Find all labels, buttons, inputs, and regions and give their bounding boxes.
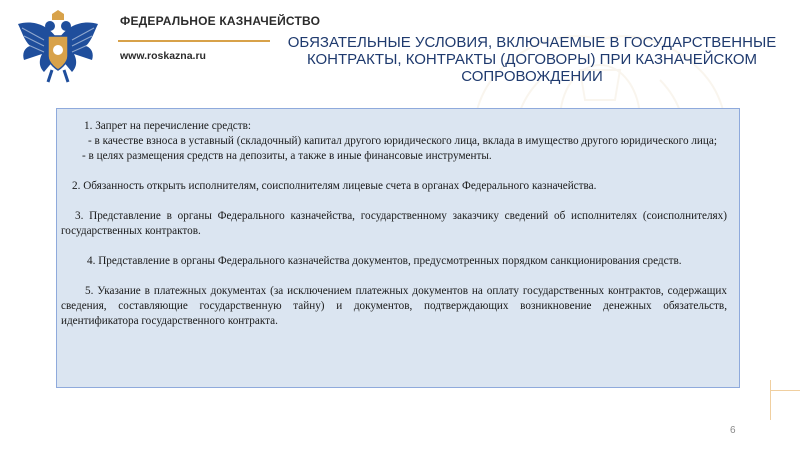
corner-decoration	[770, 390, 800, 391]
content-item-1b: - в целях размещения средств на депозиты, а также в иные финансовые инструменты.	[82, 150, 492, 162]
corner-decoration-vertical	[770, 380, 771, 420]
content-item-1a: - в качестве взноса в уставный (складочный) капитал другого юридического лица, вклада в имущество другого юридического лица;	[88, 135, 717, 147]
content-item-4: 4. Представление в органы Федерального казначейства документов, предусмотренных порядком санкционирования средств.	[87, 255, 682, 267]
content-item-2: 2. Обязанность открыть исполнителям, соисполнителям лицевые счета в органах Федерального казначейства.	[72, 180, 597, 192]
org-name: ФЕДЕРАЛЬНОЕ КАЗНАЧЕЙСТВО	[120, 14, 321, 28]
content-item-1: 1. Запрет на перечисление средств:	[84, 120, 252, 132]
logo-divider	[118, 40, 270, 42]
content-item-5: 5. Указание в платежных документах (за исключением платежных документов на оплату государственных контрактов, содержащих сведения, составляющие государственную тайну) и документов, подтверждающих возникновение денежных обязательств, идентификатора государственного контракта.	[61, 285, 727, 327]
page-number: 6	[730, 425, 736, 436]
slide-title: ОБЯЗАТЕЛЬНЫЕ УСЛОВИЯ, ВКЛЮЧАЕМЫЕ В ГОСУДАРСТВЕННЫЕ КОНТРАКТЫ, КОНТРАКТЫ (ДОГОВОРЫ) ПРИ КАЗНАЧЕЙСКОМ СОПРОВОЖДЕНИИ	[287, 34, 777, 85]
content-item-3: 3. Представление в органы Федерального казначейства, государственному заказчику сведений об исполнителях (соисполнителях) государственных контрактов.	[61, 210, 727, 237]
treasury-emblem-icon	[14, 10, 102, 86]
org-website[interactable]: www.roskazna.ru	[120, 50, 206, 62]
content-box	[56, 108, 740, 388]
